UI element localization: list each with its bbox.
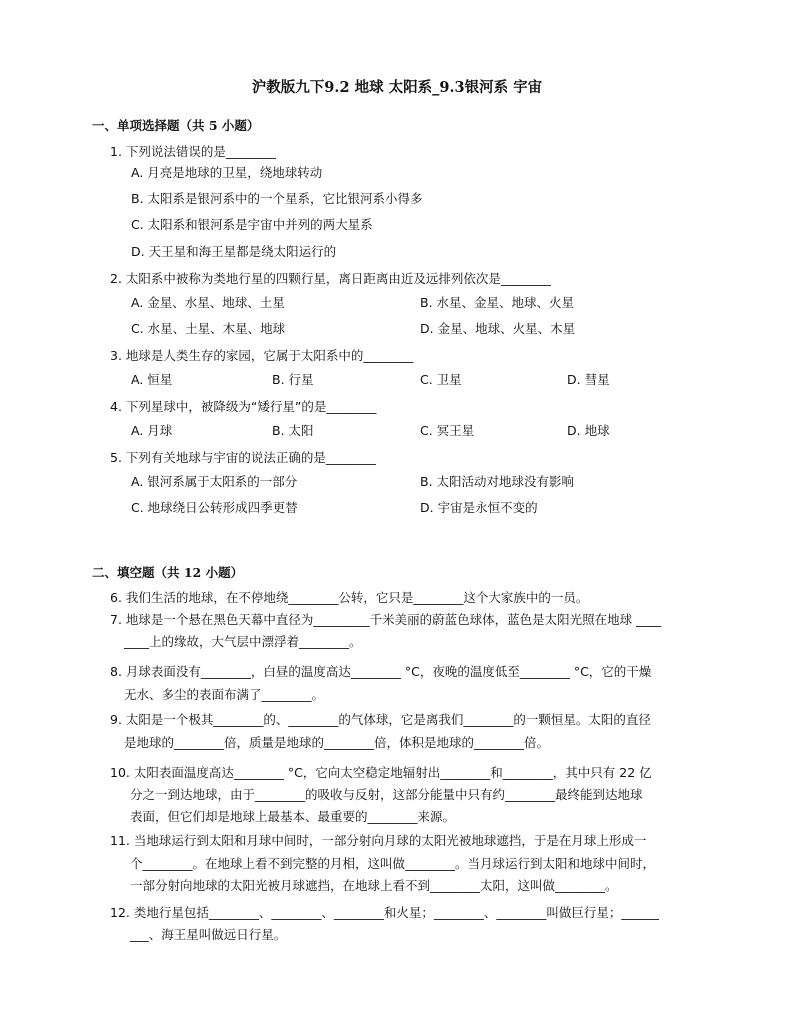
fill-question-line: 无水、多尘的表面布满了________。	[124, 687, 325, 702]
option: C. 冥王星	[420, 423, 475, 438]
fill-question-line: 10. 太阳表面温度高达________ °C，它向太空稳定地辐射出________和________，其中只有 22 亿	[110, 765, 652, 780]
option: D. 地球	[567, 423, 610, 438]
question-stem: 4. 下列星球中，被降级为“矮行星”的是________	[110, 399, 377, 414]
option: C. 地球绕日公转形成四季更替	[131, 500, 298, 515]
option: A. 月球	[131, 423, 173, 438]
option: A. 恒星	[131, 372, 173, 387]
fill-question-line: 6. 我们生活的地球，在不停地绕________公转，它只是________这个大家族中的一员。	[110, 590, 589, 605]
section-heading-fill: 二、填空题（共 12 小题）	[92, 565, 244, 580]
fill-question-line: ____上的缘故，大气层中漂浮着________。	[124, 634, 362, 649]
fill-question-line: 个________。在地球上看不到完整的月相，这叫做________。当月球运行到太阳和地球中间时，	[130, 856, 656, 871]
option: A. 银河系属于太阳系的一部分	[131, 474, 298, 489]
fill-question-line: 8. 月球表面没有________，白昼的温度高达________ °C，夜晚的温度低至________ °C，它的干燥	[110, 664, 652, 679]
option: B. 太阳	[272, 423, 314, 438]
fill-question-line: 一部分射向地球的太阳光被月球遮挡，在地球上看不到________太阳，这叫做________。	[130, 878, 618, 893]
option: B. 水星、金星、地球、火星	[420, 295, 575, 310]
option: B. 太阳活动对地球没有影响	[420, 474, 575, 489]
fill-question-line: 12. 类地行星包括________、________、________和火星；________、________叫做巨行星；______	[110, 905, 659, 920]
fill-question-line: 9. 太阳是一个极其________的、________的气体球，它是离我们________的一颗恒星。太阳的直径	[110, 712, 651, 727]
fill-question-line: 是地球的________倍，质量是地球的________倍，体积是地球的________倍。	[124, 735, 550, 750]
fill-question-line: ___、海王星叫做远日行星。	[130, 927, 287, 942]
fill-question-line: 11. 当地球运行到太阳和月球中间时，一部分射向月球的太阳光被地球遮挡，于是在月球上形成一	[110, 833, 647, 848]
option: D. 天王星和海王星都是绕太阳运行的	[131, 244, 337, 259]
option: C. 太阳系和银河系是宇宙中并列的两大星系	[131, 217, 373, 232]
option: D. 彗星	[567, 372, 610, 387]
option: B. 行星	[272, 372, 314, 387]
option: D. 宇宙是永恒不变的	[420, 500, 538, 515]
section-heading-choice: 一、单项选择题（共 5 小题）	[92, 118, 260, 133]
page-title: 沪教版九下9.2 地球 太阳系_9.3银河系 宇宙	[251, 79, 543, 96]
question-stem: 5. 下列有关地球与宇宙的说法正确的是________	[110, 450, 376, 465]
option: B. 太阳系是银河系中的一个星系，它比银河系小得多	[131, 191, 423, 206]
fill-question-line: 分之一到达地球，由于________的吸收与反射，这部分能量中只有约________最终能到达地球	[130, 787, 643, 802]
option: D. 金星、地球、火星、木星	[420, 321, 576, 336]
question-stem: 1. 下列说法错误的是________	[110, 144, 276, 159]
fill-question-line: 7. 地球是一个悬在黑色天幕中直径为_________千米美丽的蔚蓝色球体，蓝色是太阳光照在地球 ____	[110, 612, 662, 627]
option: A. 金星、水星、地球、土星	[131, 295, 285, 310]
question-stem: 3. 地球是人类生存的家园，它属于太阳系中的________	[110, 348, 414, 363]
fill-question-line: 表面，但它们却是地球上最基本、最重要的________来源。	[130, 809, 456, 824]
option: C. 卫星	[420, 372, 462, 387]
option: A. 月亮是地球的卫星，绕地球转动	[131, 165, 323, 180]
question-stem: 2. 太阳系中被称为类地行星的四颗行星，离日距离由近及远排列依次是________	[110, 271, 551, 286]
option: C. 水星、土星、木星、地球	[131, 321, 286, 336]
